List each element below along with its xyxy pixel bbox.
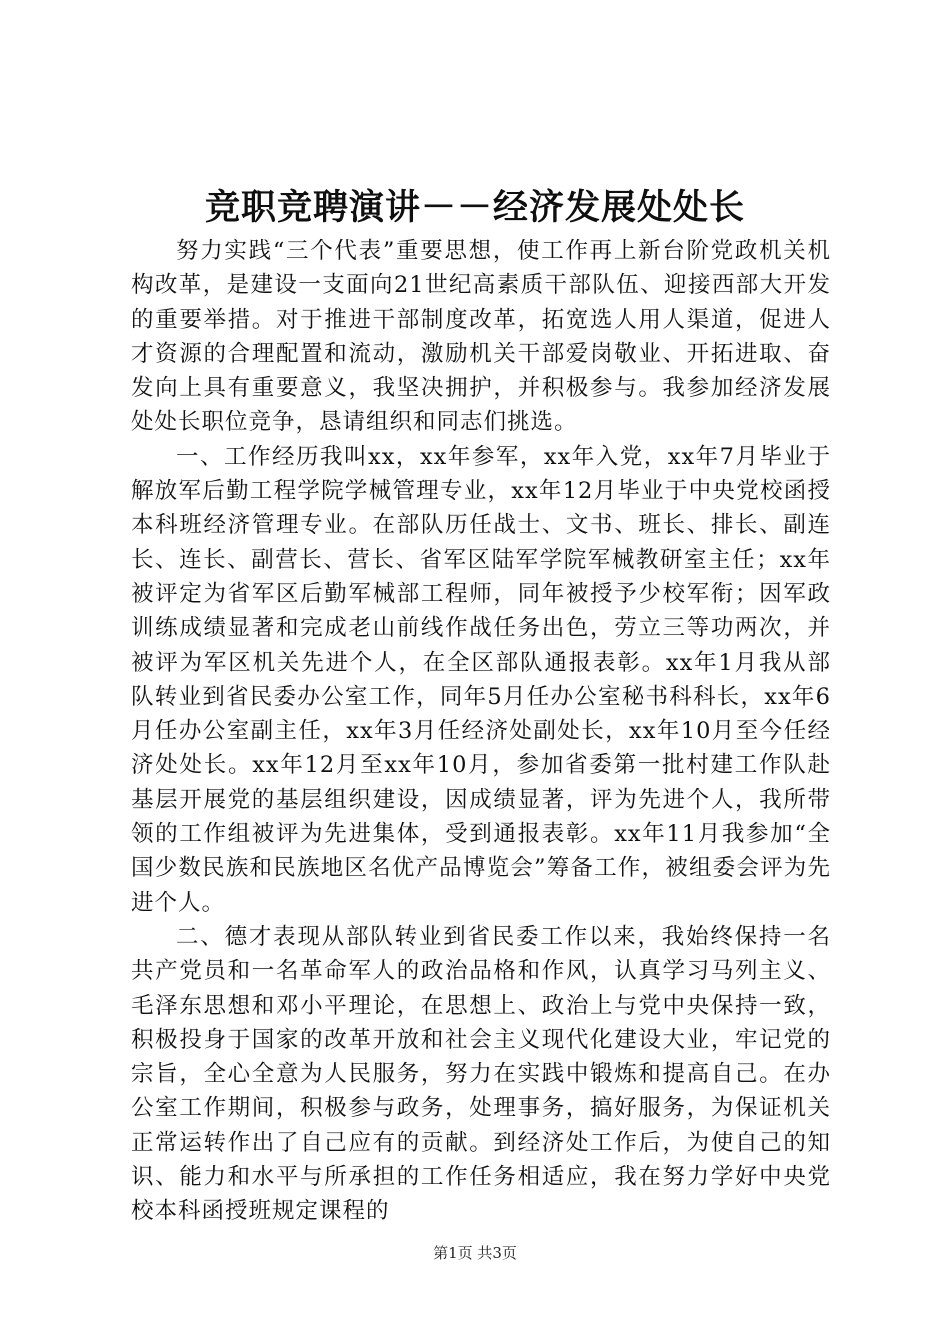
paragraph-work-experience: 一、工作经历我叫xx，xx年参军，xx年入党，xx年7月毕业于解放军后勤工程学院学械管理专业，xx年12月毕业于中央党校函授本科班经济管理专业。在部队历任战士、文书、班长、排长、副连长、连长、副营长、营长、省军区陆军学院军械教研室主任；xx年被评定为省军区后勤军械部工程师，同年被授予少校军衔；因军政训练成绩显著和完成老山前线作战任务出色，劳立三等功两次，并被评为军区机关先进个人，在全区部队通报表彰。xx年1月我从部队转业到省民委办公室工作，同年5月任办公室秘书科科长，xx年6月任办公室副主任，xx年3月任经济处副处长，xx年10月至今任经济处处长。xx年12月至xx年10月，参加省委第一批村建工作队赴基层开展党的基层组织建设，因成绩显著，评为先进个人，我所带领的工作组被评为先进集体，受到通报表彰。xx年11月我参加“全国少数民族和民族地区名优产品博览会”筹备工作，被组委会评为先进个人。 xyxy=(131,443,831,916)
paragraph-character-performance: 二、德才表现从部队转业到省民委工作以来，我始终保持一名共产党员和一名革命军人的政治品格和作风，认真学习马列主义、毛泽东思想和邓小平理论，在思想上、政治上与党中央保持一致，积极投身于国家的改革开放和社会主义现代化建设大业，牢记党的宗旨，全心全意为人民服务，努力在实践中锻炼和提高自己。在办公室工作期间，积极参与政务，处理事务，搞好服务，为保证机关正常运转作出了自己应有的贡献。到经济处工作后，为使自己的知识、能力和水平与所承担的工作任务相适应，我在努力学好中央党校本科函授班规定课程的 xyxy=(131,923,831,1225)
document-title: 竞职竞聘演讲－－经济发展处处长 xyxy=(204,187,745,228)
paragraph-intro: 努力实践“三个代表”重要思想，使工作再上新台阶党政机关机构改革，是建设一支面向21世纪高素质干部队伍、迎接西部大开发的重要举措。对于推进干部制度改革，拓宽选人用人渠道，促进人才资源的合理配置和流动，激励机关干部爱岗敬业、开拓进取、奋发向上具有重要意义，我坚决拥护，并积极参与。我参加经济发展处处长职位竞争，恳请组织和同志们挑选。 xyxy=(131,238,831,436)
document-body xyxy=(131,234,831,1229)
page-number-footer: 第1页 共3页 xyxy=(433,1244,517,1262)
